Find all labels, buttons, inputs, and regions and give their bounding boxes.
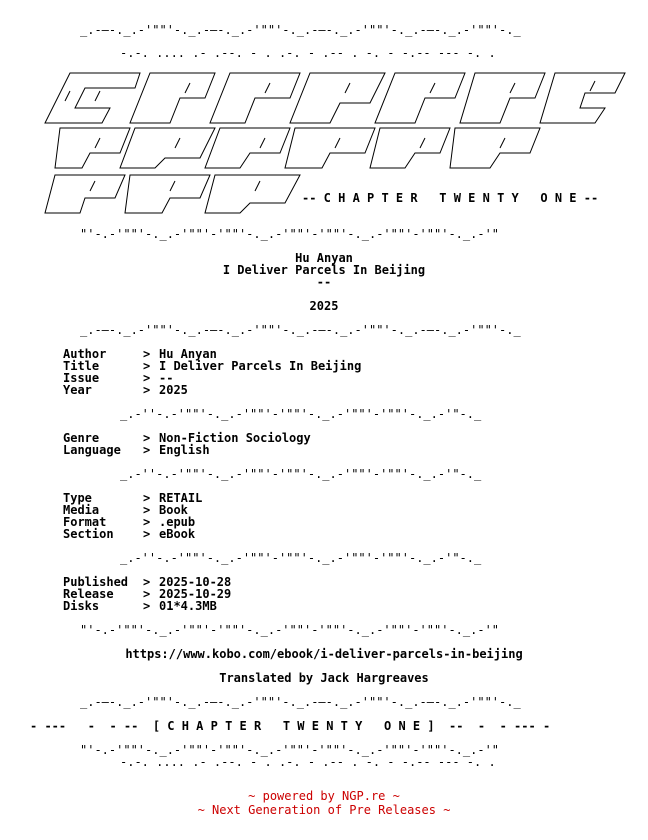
ascii-letter-shape: [125, 175, 210, 213]
field-label: Language: [63, 443, 121, 457]
field-value: 2025-10-28: [159, 575, 232, 589]
field-separator: >: [143, 443, 151, 457]
field-separator: >: [143, 503, 151, 517]
ascii-letter-shape: [370, 128, 450, 168]
field-label: Issue: [63, 371, 100, 385]
field-value: .epub: [159, 515, 196, 529]
field-value: Non-Fiction Sociology: [159, 431, 311, 445]
divider-short: _.-''-.-'""'-._.-'""'-'""'-._.-'""'-'""'-._.-'"-._: [120, 551, 482, 565]
ascii-letter-shape: [45, 175, 125, 213]
field-separator: >: [143, 575, 151, 589]
morse-line-bottom: -.-. .... .- .--. - . .-. - .-- . -. - -.-- --- -. .: [120, 755, 496, 769]
field-label: Year: [63, 383, 92, 397]
field-label: Disks: [63, 599, 100, 613]
field-value: 2025-10-29: [159, 587, 232, 601]
ascii-letter-shape: [130, 73, 215, 123]
border-bottom: "'-.-'""'-._.-'""'-'""'-._.-'""'-'""'-._.-'""'-'""'-._.-'": [80, 227, 500, 241]
ascii-letter-shape: [540, 73, 625, 123]
ascii-letter-shape: [45, 73, 140, 123]
field-value: --: [159, 371, 174, 385]
field-value: I Deliver Parcels In Beijing: [159, 359, 362, 373]
field-label: Author: [63, 347, 107, 361]
field-separator: >: [143, 359, 151, 373]
field-label: Genre: [63, 431, 100, 445]
title-book: I Deliver Parcels In Beijing: [222, 263, 426, 277]
field-separator: >: [143, 431, 151, 445]
ascii-letter-shape: [205, 175, 300, 213]
field-label: Section: [63, 527, 114, 541]
chapter-tag: -- C H A P T E R T W E N T Y O N E --: [302, 191, 599, 205]
ascii-letter-shape: [290, 73, 385, 123]
field-value: 2025: [159, 383, 188, 397]
ascii-letter-shape: [210, 73, 300, 123]
title-author: Hu Anyan: [295, 251, 353, 265]
field-value: English: [159, 443, 210, 457]
store-link[interactable]: https://www.kobo.com/ebook/i-deliver-parcels-in-beijing: [125, 647, 523, 661]
title-year: 2025: [309, 299, 339, 313]
field-separator: >: [143, 587, 151, 601]
field-label: Type: [63, 491, 92, 505]
ascii-letter-shape: [285, 128, 375, 168]
field-value: Hu Anyan: [159, 347, 217, 361]
divider-short: _.-''-.-'""'-._.-'""'-'""'-._.-'""'-'""'-._.-'"-._: [120, 467, 482, 481]
field-label: Published: [63, 575, 129, 589]
divider-bottom: "'-.-'""'-._.-'""'-'""'-._.-'""'-'""'-._.-'""'-'""'-._.-'": [80, 623, 500, 637]
ascii-letter-shape: [450, 128, 540, 168]
translator-line: Translated by Jack Hargreaves: [219, 671, 429, 685]
field-label: Title: [63, 359, 100, 373]
footer-powered-by: ~ powered by NGP.re ~: [248, 789, 400, 803]
morse-line-top: -.-. .... .- .--. - . .-. - .-- . -. - -.-- --- -. .: [120, 46, 496, 60]
divider-short: _.-''-.-'""'-._.-'""'-'""'-._.-'""'-'""'-._.-'"-._: [120, 407, 482, 421]
divider-wide: _.-–-._.-'""'-._.-–-._.-'""'-._.-–-._.-'""'-._.-–-._.-'""'-._: [80, 695, 521, 709]
ascii-letter-shape: [205, 128, 290, 168]
field-value: 01*4.3MB: [159, 599, 217, 613]
field-separator: >: [143, 491, 151, 505]
field-separator: >: [143, 383, 151, 397]
field-value: eBook: [159, 527, 196, 541]
ascii-slash-texture: [90, 181, 260, 191]
field-separator: >: [143, 527, 151, 541]
field-separator: >: [143, 371, 151, 385]
border-top: _.-–-._.-'""'-._.-–-._.-'""'-._.-–-._.-'""'-._.-–-._.-'""'-._: [80, 23, 521, 37]
ascii-letter-shape: [55, 128, 130, 168]
chapter-banner: - --- - - -- [ C H A P T E R T W E N T Y O N E ] -- - - --- -: [30, 719, 551, 733]
field-label: Media: [63, 503, 100, 517]
ascii-letter-shape: [375, 73, 465, 123]
field-label: Format: [63, 515, 107, 529]
footer-tagline: ~ Next Generation of Pre Releases ~: [197, 803, 451, 817]
divider-bottom: "'-.-'""'-._.-'""'-'""'-._.-'""'-'""'-._.-'""'-'""'-._.-'": [80, 743, 500, 757]
field-value: RETAIL: [159, 491, 203, 505]
ascii-letter-shape: [460, 73, 545, 123]
field-separator: >: [143, 347, 151, 361]
title-dashes: --: [316, 275, 332, 289]
field-separator: >: [143, 599, 151, 613]
field-label: Release: [63, 587, 114, 601]
ascii-letter-shape: [120, 128, 215, 168]
divider-wide: _.-–-._.-'""'-._.-–-._.-'""'-._.-–-._.-'""'-._.-–-._.-'""'-._: [80, 323, 521, 337]
field-separator: >: [143, 515, 151, 529]
field-value: Book: [159, 503, 188, 517]
